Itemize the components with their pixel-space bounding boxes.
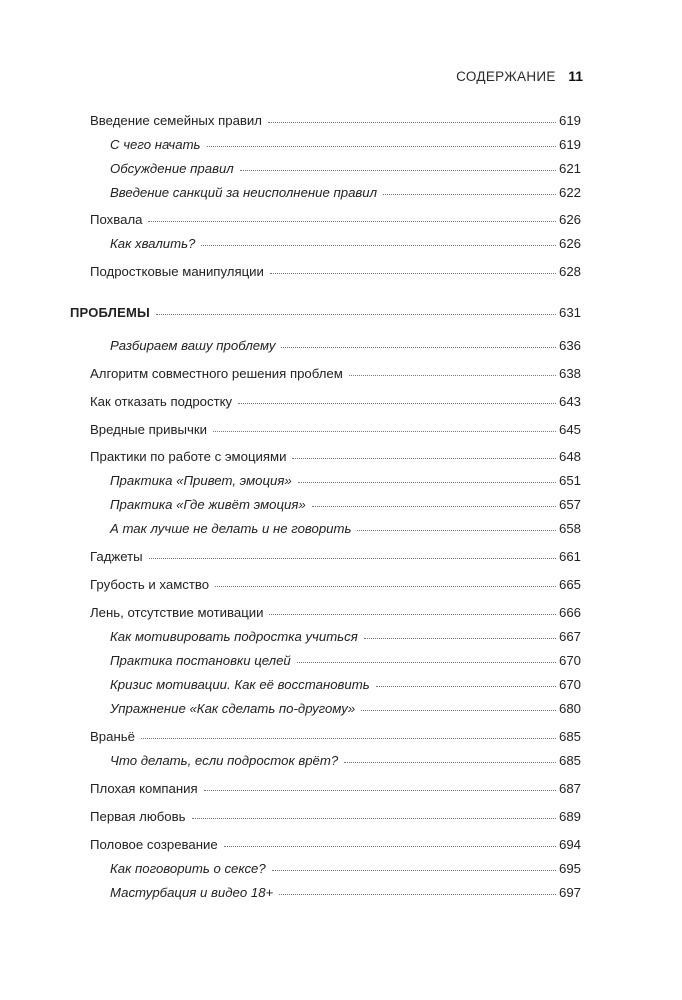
dot-leader bbox=[156, 304, 556, 315]
toc-entry bbox=[90, 728, 581, 746]
toc-entry bbox=[90, 263, 581, 281]
toc-entry bbox=[110, 496, 581, 514]
dot-leader bbox=[349, 365, 556, 376]
dot-leader bbox=[361, 700, 556, 711]
toc-entry bbox=[90, 365, 581, 383]
toc-entry-title: ПРОБЛЕМЫ bbox=[70, 305, 150, 320]
toc-entry-page: 658 bbox=[558, 521, 581, 536]
toc-entry bbox=[90, 421, 581, 439]
toc-entry bbox=[90, 604, 581, 622]
dot-leader bbox=[192, 808, 556, 819]
toc-entry-page: 621 bbox=[558, 161, 581, 176]
toc-entry bbox=[110, 752, 581, 770]
dot-leader bbox=[269, 604, 556, 615]
toc-entry-title: Гаджеты bbox=[90, 549, 143, 564]
toc-entry-page: 687 bbox=[558, 781, 581, 796]
toc-entry-title: Практика «Привет, эмоция» bbox=[110, 473, 292, 488]
toc-entry-title: Практики по работе с эмоциями bbox=[90, 449, 287, 464]
toc-entry-page: 667 bbox=[558, 629, 581, 644]
toc-entry-title: Грубость и хамство bbox=[90, 577, 210, 592]
toc-section-heading bbox=[70, 304, 581, 322]
dot-leader bbox=[207, 136, 556, 147]
toc-entry-page: 685 bbox=[558, 729, 581, 744]
dot-leader bbox=[270, 263, 556, 274]
toc-entry bbox=[90, 548, 581, 566]
toc-entry-page: 648 bbox=[558, 449, 581, 464]
toc-entry-page: 631 bbox=[558, 305, 581, 320]
toc-entry bbox=[90, 393, 581, 411]
toc-entry bbox=[110, 860, 581, 878]
toc-entry-title: Плохая компания bbox=[90, 781, 198, 796]
toc-entry-title: Как поговорить о сексе? bbox=[110, 861, 266, 876]
toc-entry-page: 689 bbox=[558, 809, 581, 824]
dot-leader bbox=[204, 780, 556, 791]
dot-leader bbox=[268, 112, 556, 123]
toc-entry-title: Как хвалить? bbox=[110, 236, 196, 251]
toc-entry bbox=[110, 160, 581, 178]
toc-entry bbox=[110, 472, 581, 490]
toc-entry-page: 645 bbox=[558, 422, 581, 437]
dot-leader bbox=[281, 337, 556, 348]
dot-leader bbox=[344, 752, 556, 763]
dot-leader bbox=[279, 884, 556, 895]
toc-entry-page: 636 bbox=[558, 338, 581, 353]
toc-entry-page: 661 bbox=[558, 549, 581, 564]
toc-entry-page: 670 bbox=[558, 653, 581, 668]
toc-entry-title: Подростковые манипуляции bbox=[90, 264, 264, 279]
toc-entry-page: 680 bbox=[558, 701, 581, 716]
toc-entry-page: 626 bbox=[558, 212, 581, 227]
toc-entry-page: 638 bbox=[558, 366, 581, 381]
toc-entry-title: Половое созревание bbox=[90, 837, 218, 852]
toc-entry-page: 628 bbox=[558, 264, 581, 279]
toc-entry-page: 694 bbox=[558, 837, 581, 852]
dot-leader bbox=[364, 628, 556, 639]
dot-leader bbox=[376, 676, 556, 687]
toc-entry-page: 619 bbox=[558, 113, 581, 128]
toc-entry bbox=[110, 628, 581, 646]
toc-entry-title: Как мотивировать подростка учиться bbox=[110, 629, 358, 644]
toc-entry bbox=[110, 184, 581, 202]
toc-entry-page: 643 bbox=[558, 394, 581, 409]
toc-entry-title: Упражнение «Как сделать по-другому» bbox=[110, 701, 356, 716]
toc-entry-page: 695 bbox=[558, 861, 581, 876]
dot-leader bbox=[312, 496, 556, 507]
dot-leader bbox=[149, 548, 556, 559]
dot-leader bbox=[213, 421, 556, 432]
toc-entry-page: 670 bbox=[558, 677, 581, 692]
toc-entry-title: С чего начать bbox=[110, 137, 201, 152]
header-title: СОДЕРЖАНИЕ bbox=[456, 69, 556, 84]
toc-entry-title: Как отказать подростку bbox=[90, 394, 233, 409]
toc-entry bbox=[110, 235, 581, 253]
toc-entry bbox=[110, 676, 581, 694]
toc-entry-page: 657 bbox=[558, 497, 581, 512]
toc-entry bbox=[90, 448, 581, 466]
toc-entry bbox=[110, 520, 581, 538]
dot-leader bbox=[215, 576, 556, 587]
toc-entry-title: Практика постановки целей bbox=[110, 653, 291, 668]
toc-entry bbox=[110, 700, 581, 718]
dot-leader bbox=[297, 652, 556, 663]
toc-entry-title: Первая любовь bbox=[90, 809, 186, 824]
toc-entry-title: Мастурбация и видео 18+ bbox=[110, 885, 274, 900]
toc-entry bbox=[90, 780, 581, 798]
toc-entry bbox=[110, 652, 581, 670]
toc-entry-title: Разбираем вашу проблему bbox=[110, 338, 276, 353]
toc-entry-title: А так лучше не делать и не говорить bbox=[110, 521, 352, 536]
dot-leader bbox=[224, 836, 556, 847]
running-header bbox=[0, 68, 583, 90]
toc-entry bbox=[90, 808, 581, 826]
toc-entry-page: 697 bbox=[558, 885, 581, 900]
toc-entry-title: Введение семейных правил bbox=[90, 113, 262, 128]
dot-leader bbox=[298, 472, 556, 483]
toc-entry-page: 622 bbox=[558, 185, 581, 200]
toc-entry bbox=[90, 112, 581, 130]
toc-entry bbox=[90, 576, 581, 594]
toc-entry-title: Введение санкций за неисполнение правил bbox=[110, 185, 378, 200]
dot-leader bbox=[292, 448, 556, 459]
toc-entry-title: Алгоритм совместного решения проблем bbox=[90, 366, 343, 381]
dot-leader bbox=[240, 160, 556, 171]
dot-leader bbox=[201, 235, 556, 246]
toc-entry bbox=[110, 136, 581, 154]
toc-entry-title: Обсуждение правил bbox=[110, 161, 234, 176]
dot-leader bbox=[238, 393, 556, 404]
toc-entry-page: 665 bbox=[558, 577, 581, 592]
toc-entry-title: Практика «Где живёт эмоция» bbox=[110, 497, 306, 512]
toc-entry bbox=[110, 337, 581, 355]
toc-entry-page: 626 bbox=[558, 236, 581, 251]
toc-entry-title: Враньё bbox=[90, 729, 135, 744]
toc-entry-title: Что делать, если подросток врёт? bbox=[110, 753, 339, 768]
toc-entry-title: Похвала bbox=[90, 212, 143, 227]
toc-entry bbox=[110, 884, 581, 902]
toc-entry-page: 685 bbox=[558, 753, 581, 768]
toc-entry-title: Лень, отсутствие мотивации bbox=[90, 605, 264, 620]
toc-entry-title: Вредные привычки bbox=[90, 422, 207, 437]
toc-entry-title: Кризис мотивации. Как её восстановить bbox=[110, 677, 370, 692]
toc-entry-page: 651 bbox=[558, 473, 581, 488]
page-number: 11 bbox=[568, 68, 583, 84]
dot-leader bbox=[148, 211, 556, 222]
dot-leader bbox=[141, 728, 556, 739]
dot-leader bbox=[357, 520, 556, 531]
toc-entry bbox=[90, 211, 581, 229]
dot-leader bbox=[272, 860, 556, 871]
toc-entry bbox=[90, 836, 581, 854]
toc-entry-page: 619 bbox=[558, 137, 581, 152]
dot-leader bbox=[383, 184, 556, 195]
toc-entry-page: 666 bbox=[558, 605, 581, 620]
